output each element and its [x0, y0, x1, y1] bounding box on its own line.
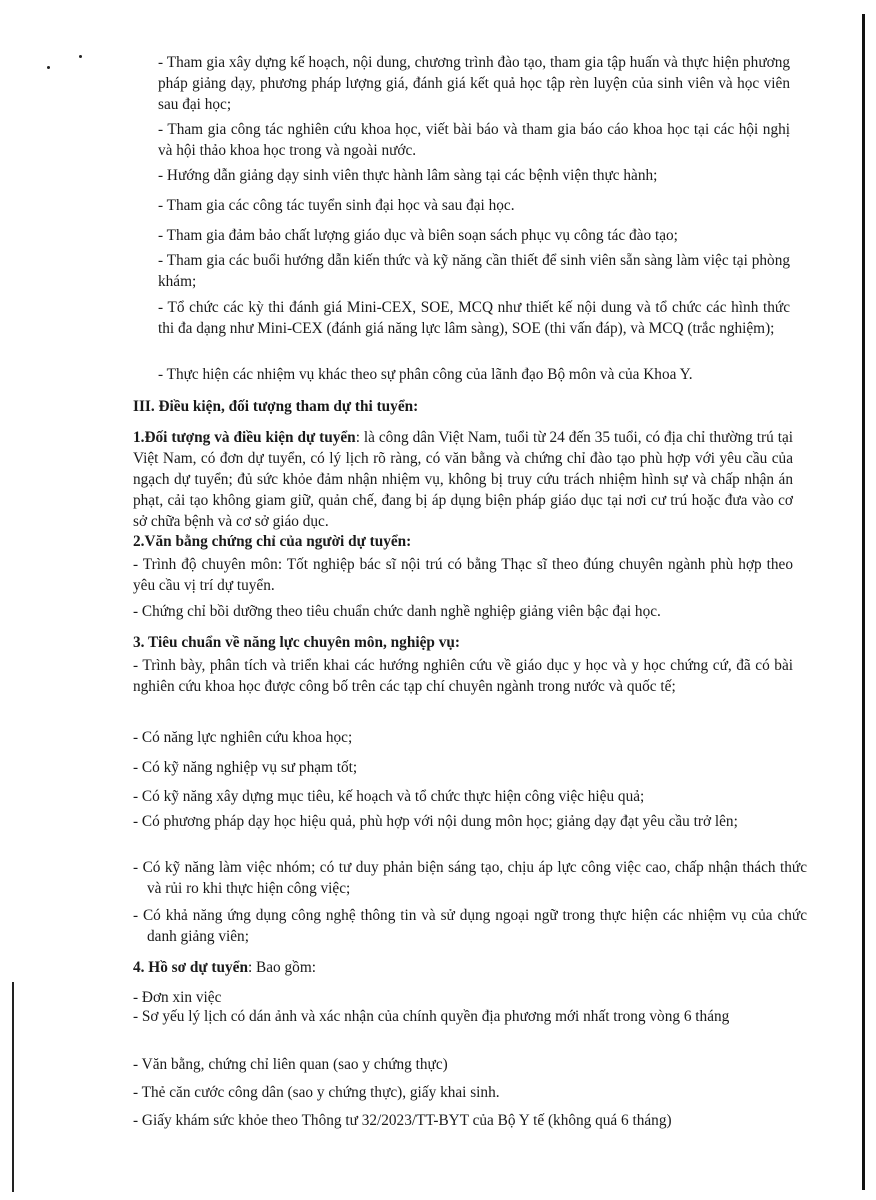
list-item: - Có kỹ năng nghiệp vụ sư phạm tốt; [133, 759, 358, 776]
subsection-4-text: : Bao gồm: [247, 959, 316, 976]
list-item: - Có phương pháp dạy học hiệu quả, phù hợp với nội dung môn học; giảng dạy đạt yêu cầu trở lên; [133, 813, 738, 830]
list-item: - Có khả năng ứng dụng công nghệ thông tin và sử dụng ngoại ngữ trong thực hiện các nhiệm vụ của chức danh giảng viên; [133, 907, 807, 945]
duty-item: - Tham gia xây dựng kế hoạch, nội dung, chương trình đào tạo, tham gia tập huấn và thực hiện phương pháp giảng dạy, phương pháp lượng giá, đánh giá kết quả học tập rèn luyện của sinh viên và học viên sau đại học; [158, 54, 790, 113]
scan-border-right [862, 14, 865, 1190]
subsection-4 [133, 957, 793, 978]
list-item: - Có kỹ năng làm việc nhóm; có tư duy phản biện sáng tạo, chịu áp lực công việc cao, chấp nhận thách thức và rủi ro khi thực hiện công việc; [133, 859, 807, 897]
section-heading: III. Điều kiện, đối tượng tham dự thi tuyển: [133, 398, 419, 415]
list-item: - Giấy khám sức khỏe theo Thông tư 32/2023/TT-BYT của Bộ Y tế (không quá 6 tháng) [133, 1112, 672, 1129]
subsection-4-title: 4. Hồ sơ dự tuyển [133, 959, 248, 976]
duty-item: - Tổ chức các kỳ thi đánh giá Mini-CEX, SOE, MCQ như thiết kế nội dung và tổ chức các hình thức thi đa dạng như Mini-CEX (đánh giá năng lực lâm sàng), SOE (thi vấn đáp), và MCQ (trắc nghiệm); [158, 299, 790, 337]
list-item: - Thẻ căn cước công dân (sao y chứng thực), giấy khai sinh. [133, 1084, 500, 1101]
subsection-1-text: : là công dân Việt Nam, tuổi từ 24 đến 35 tuổi, có địa chỉ thường trú tại Việt Nam, có đơn dự tuyển, có lý lịch rõ ràng, có văn bằng và chứng chỉ đào tạo phù hợp với yêu cầu của ngạch dự tuyển; đủ sức khỏe đảm nhận nhiệm vụ, không bị truy cứu trách nhiệm hình sự và chấp nhận án phạt, cải tạo không giam giữ, quản chế, đang bị áp dụng biện pháp giáo dục tại nơi cư trú hoặc đưa vào cơ sở chữa bệnh và cơ sở giáo dục. [133, 429, 794, 530]
duty-item: - Tham gia các buổi hướng dẫn kiến thức và kỹ năng cần thiết để sinh viên sẵn sàng làm việc tại phòng khám; [158, 252, 790, 290]
list-item: - Trình bày, phân tích và triển khai các hướng nghiên cứu về giáo dục y học và y học chứng cứ, đã có bài nghiên cứu khoa học được công bố trên các tạp chí chuyên ngành trong nước và quốc tế; [133, 657, 793, 695]
list-item: - Văn bằng, chứng chỉ liên quan (sao y chứng thực) [133, 1056, 448, 1073]
duty-item: - Tham gia các công tác tuyển sinh đại học và sau đại học. [158, 197, 515, 214]
duty-item: - Tham gia đảm bảo chất lượng giáo dục và biên soạn sách phục vụ công tác đào tạo; [158, 227, 678, 244]
duty-item: - Thực hiện các nhiệm vụ khác theo sự phân công của lãnh đạo Bộ môn và của Khoa Y. [158, 366, 693, 383]
duty-item: - Hướng dẫn giảng dạy sinh viên thực hành lâm sàng tại các bệnh viện thực hành; [158, 167, 658, 184]
subsection-2-title: 2.Văn bằng chứng chỉ của người dự tuyển: [133, 533, 412, 550]
list-item: - Có năng lực nghiên cứu khoa học; [133, 729, 353, 746]
scan-speck [47, 66, 50, 69]
list-item: - Đơn xin việc [133, 989, 222, 1006]
subsection-3-title: 3. Tiêu chuẩn về năng lực chuyên môn, nghiệp vụ: [133, 634, 460, 651]
duty-item: - Tham gia công tác nghiên cứu khoa học, viết bài báo và tham gia báo cáo khoa học tại các hội nghị và hội thảo khoa học trong và ngoài nước. [158, 121, 790, 159]
scan-speck [79, 55, 82, 58]
list-item: - Sơ yếu lý lịch có dán ảnh và xác nhận của chính quyền địa phương mới nhất trong vòng 6 tháng [133, 1008, 730, 1025]
subsection-1 [133, 427, 793, 532]
list-item: - Có kỹ năng xây dựng mục tiêu, kế hoạch và tổ chức thực hiện công việc hiệu quả; [133, 788, 645, 805]
list-item: - Trình độ chuyên môn: Tốt nghiệp bác sĩ nội trú có bằng Thạc sĩ theo đúng chuyên ngành phù hợp theo yêu cầu vị trí dự tuyển. [133, 556, 793, 594]
list-item: - Chứng chỉ bồi dưỡng theo tiêu chuẩn chức danh nghề nghiệp giảng viên bậc đại học. [133, 603, 661, 620]
subsection-1-title: 1.Đối tượng và điều kiện dự tuyển [133, 429, 356, 446]
scan-border-left [12, 982, 14, 1192]
